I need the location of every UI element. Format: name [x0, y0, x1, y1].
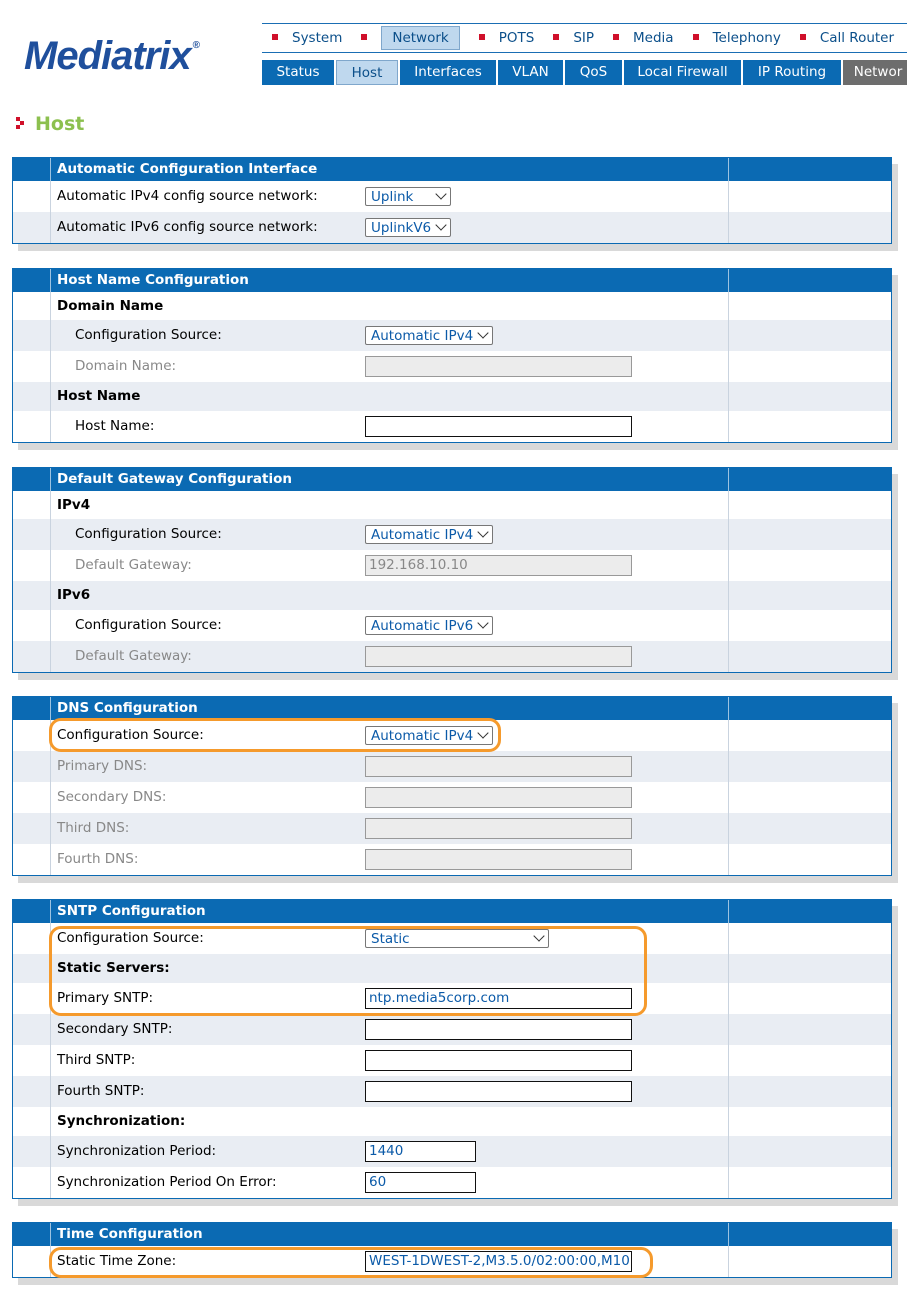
bullet-icon — [272, 34, 278, 40]
panel-header: SNTP Configuration — [13, 900, 891, 923]
field-label: Default Gateway: — [75, 648, 192, 664]
section-heading-row — [13, 954, 891, 983]
ipv4-source-row — [13, 519, 891, 550]
menu-call-router[interactable]: Call Router — [790, 26, 903, 50]
field-label: Synchronization Period: — [57, 1143, 217, 1159]
chevron-down-icon — [477, 617, 488, 628]
auto-config-panel — [12, 157, 892, 244]
secondary-sntp-row — [13, 1014, 891, 1045]
domain-source-row — [13, 320, 891, 351]
field-label: Domain Name: — [75, 358, 177, 374]
sync-period-input[interactable]: 1440 — [365, 1141, 476, 1162]
third-dns-row — [13, 813, 891, 844]
field-label: Fourth SNTP: — [57, 1083, 145, 1099]
field-label: Automatic IPv4 config source network: — [57, 188, 318, 204]
section-heading-row — [13, 491, 891, 519]
primary-sntp-row — [13, 983, 891, 1014]
ipv6-gateway-source-select[interactable]: Automatic IPv6 — [365, 616, 493, 635]
section-heading-row — [13, 382, 891, 411]
menu-pots[interactable]: POTS — [469, 26, 544, 50]
primary-dns-input[interactable] — [365, 756, 632, 777]
sync-period-on-error-input[interactable]: 60 — [365, 1172, 476, 1193]
tab-local-firewall[interactable]: Local Firewall — [624, 60, 741, 85]
menu-telephony[interactable]: Telephony — [683, 26, 790, 50]
bullet-icon — [800, 34, 806, 40]
page-title: Host — [16, 113, 84, 135]
primary-dns-row — [13, 751, 891, 782]
fourth-sntp-input[interactable] — [365, 1081, 632, 1102]
chevron-down-icon — [435, 188, 446, 199]
menu-system[interactable]: System — [262, 26, 351, 50]
tab-ip-routing[interactable]: IP Routing — [743, 60, 841, 85]
field-label: Synchronization Period On Error: — [57, 1174, 277, 1190]
third-sntp-row — [13, 1045, 891, 1076]
dns-config-source-select[interactable]: Automatic IPv4 — [365, 726, 493, 745]
chevron-down-icon — [435, 219, 446, 230]
menu-more — [903, 26, 907, 50]
static-time-zone-input[interactable]: WEST-1DWEST-2,M3.5.0/02:00:00,M10 — [365, 1251, 632, 1272]
chevron-down-icon — [533, 930, 544, 941]
fourth-dns-input[interactable] — [365, 849, 632, 870]
ipv4-default-gateway-input[interactable]: 192.168.10.10 — [365, 555, 632, 576]
section-heading: Host Name — [57, 388, 141, 404]
panel-header: Host Name Configuration — [13, 269, 891, 292]
fourth-dns-row — [13, 844, 891, 875]
network-submenu — [262, 60, 907, 85]
section-heading: Static Servers: — [57, 960, 170, 976]
field-label: Secondary DNS: — [57, 789, 167, 805]
tab-qos[interactable]: QoS — [565, 60, 622, 85]
secondary-sntp-input[interactable] — [365, 1019, 632, 1040]
section-heading-row — [13, 292, 891, 320]
secondary-dns-row — [13, 782, 891, 813]
dns-source-row — [13, 720, 891, 751]
ipv6-source-row — [13, 610, 891, 641]
domain-name-input[interactable] — [365, 356, 632, 377]
field-label: Configuration Source: — [75, 327, 222, 343]
third-dns-input[interactable] — [365, 818, 632, 839]
sync-period-row — [13, 1136, 891, 1167]
hostname-config-panel — [12, 268, 892, 443]
sntp-config-panel — [12, 899, 892, 1199]
menu-media[interactable]: Media — [603, 26, 683, 50]
domain-config-source-select[interactable]: Automatic IPv4 — [365, 326, 493, 345]
field-label: Secondary SNTP: — [57, 1021, 173, 1037]
time-config-panel — [12, 1222, 892, 1278]
third-sntp-input[interactable] — [365, 1050, 632, 1071]
sntp-config-source-select[interactable]: Static — [365, 929, 549, 948]
chevron-down-icon — [477, 526, 488, 537]
secondary-dns-input[interactable] — [365, 787, 632, 808]
domain-name-row — [13, 351, 891, 382]
tab-vlan[interactable]: VLAN — [498, 60, 563, 85]
tab-host[interactable]: Host — [336, 60, 398, 85]
gateway-config-panel — [12, 467, 892, 673]
field-label: Primary DNS: — [57, 758, 148, 774]
ipv4-gateway-row — [13, 550, 891, 581]
field-label: Configuration Source: — [57, 727, 204, 743]
field-label: Configuration Source: — [75, 617, 222, 633]
section-heading: IPv4 — [57, 497, 91, 513]
section-heading: Domain Name — [57, 298, 164, 314]
field-label: Host Name: — [75, 418, 155, 434]
chevron-down-icon — [477, 727, 488, 738]
title-arrow-icon — [16, 117, 25, 129]
ipv4-source-network-select[interactable]: Uplink — [365, 187, 451, 206]
chevron-down-icon — [477, 327, 488, 338]
field-label: Third SNTP: — [57, 1052, 136, 1068]
menu-network[interactable]: Network — [351, 26, 468, 50]
main-menu — [262, 23, 907, 53]
host-name-input[interactable] — [365, 416, 632, 437]
dns-config-panel — [12, 696, 892, 876]
tab-network-more[interactable]: Networ — [843, 60, 907, 85]
fourth-sntp-row — [13, 1076, 891, 1107]
bullet-icon — [479, 34, 485, 40]
panel-header: Automatic Configuration Interface — [13, 158, 891, 181]
bullet-icon — [553, 34, 559, 40]
mediatrix-logo: Mediatrix ® — [24, 34, 199, 78]
field-label: Static Time Zone: — [57, 1253, 177, 1269]
panel-header: Default Gateway Configuration — [13, 468, 891, 491]
section-heading-row — [13, 581, 891, 610]
bullet-icon — [613, 34, 619, 40]
ipv4-source-row — [13, 181, 891, 212]
field-label: Automatic IPv6 config source network: — [57, 219, 318, 235]
primary-sntp-input[interactable]: ntp.media5corp.com — [365, 988, 632, 1009]
tab-interfaces[interactable]: Interfaces — [400, 60, 496, 85]
ipv6-default-gateway-input[interactable] — [365, 646, 632, 667]
sync-error-row — [13, 1167, 891, 1198]
ipv6-source-row — [13, 212, 891, 243]
ipv6-source-network-select[interactable]: UplinkV6 — [365, 218, 451, 237]
field-label: Configuration Source: — [57, 930, 204, 946]
bullet-icon — [693, 34, 699, 40]
section-heading-row — [13, 1107, 891, 1136]
field-label: Default Gateway: — [75, 557, 192, 573]
field-label: Third DNS: — [57, 820, 130, 836]
ipv4-gateway-source-select[interactable]: Automatic IPv4 — [365, 525, 493, 544]
field-label: Primary SNTP: — [57, 990, 154, 1006]
panel-header: DNS Configuration — [13, 697, 891, 720]
section-heading: Synchronization: — [57, 1113, 186, 1129]
sntp-source-row — [13, 923, 891, 954]
section-heading: IPv6 — [57, 587, 91, 603]
menu-sip[interactable]: SIP — [543, 26, 603, 50]
field-label: Fourth DNS: — [57, 851, 139, 867]
time-zone-row — [13, 1246, 891, 1277]
ipv6-gateway-row — [13, 641, 891, 672]
host-name-row — [13, 411, 891, 442]
panel-header: Time Configuration — [13, 1223, 891, 1246]
field-label: Configuration Source: — [75, 526, 222, 542]
tab-status[interactable]: Status — [262, 60, 334, 85]
bullet-icon — [361, 34, 367, 40]
